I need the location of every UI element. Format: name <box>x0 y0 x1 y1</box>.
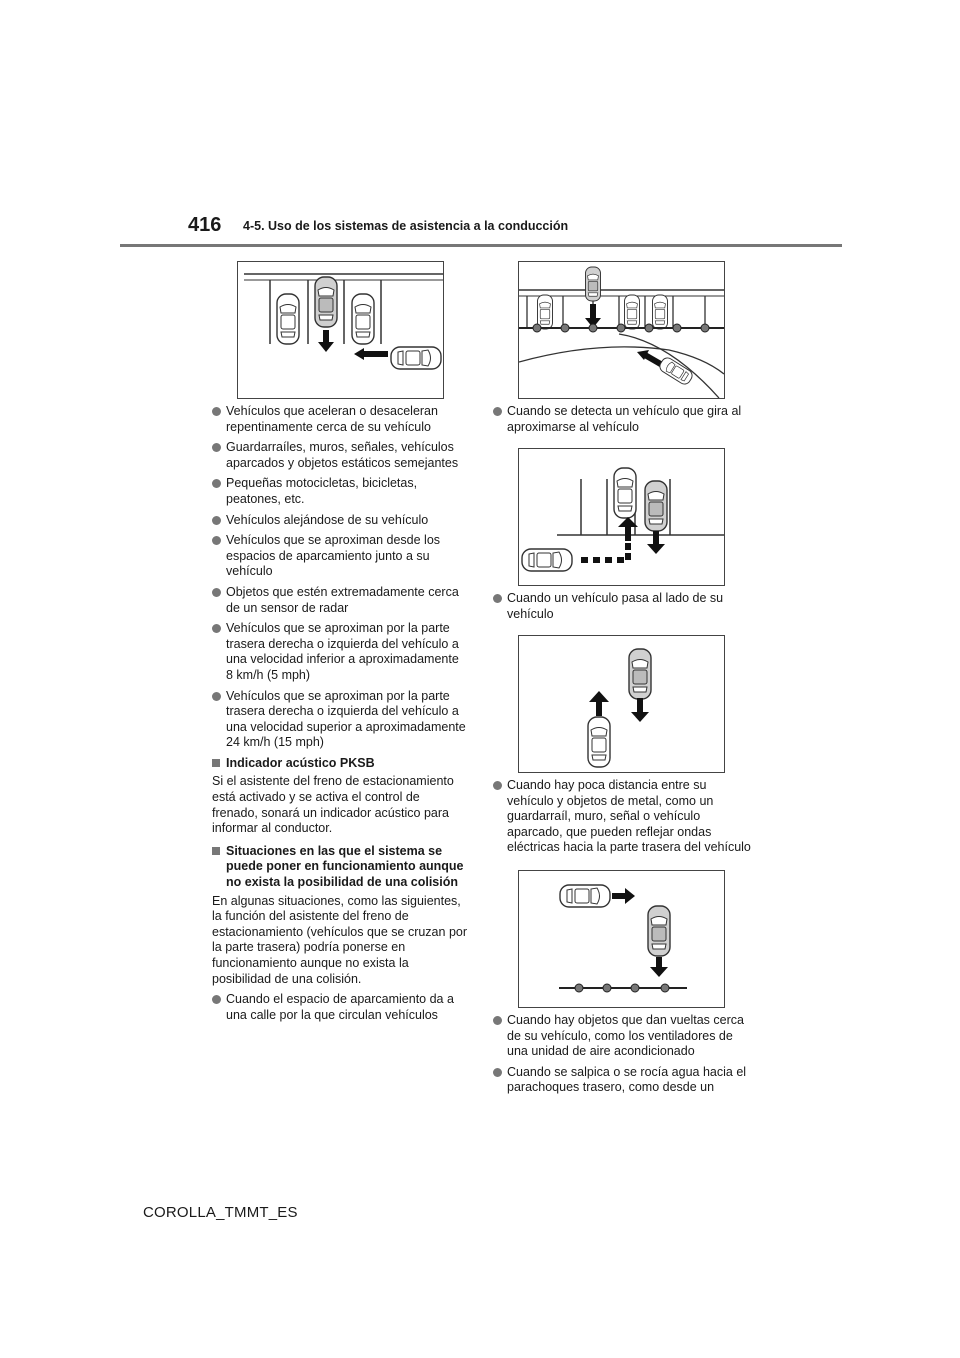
list-item-text: Vehículos alejándose de su vehículo <box>226 512 429 527</box>
figure-metal-objects <box>518 870 725 1008</box>
list-item-text: Vehículos que se aproximan por la parte trasera derecha o izquierda del vehículo a una velocidad inferior a aproximadamente 8 km/h (5 mph) <box>226 621 459 682</box>
list-item-text: Cuando un vehículo pasa al lado de su vehículo <box>507 591 724 621</box>
figure-passing-vehicle <box>518 635 725 773</box>
list-item-text: Vehículos que aceleran o desaceleran repentinamente cerca de su vehículo <box>226 404 438 434</box>
section-heading: Situaciones en las que el sistema se puede poner en funcionamiento aunque no exista la posibilidad de una colisión <box>212 844 467 891</box>
list-item-text: Guardarraíles, muros, señales, vehículos aparcados y objetos estáticos semejantes <box>226 440 459 470</box>
list-item <box>212 533 467 580</box>
list-item-text: Cuando hay poca distancia entre su vehículo y objetos de metal, como un guardarraíl, muro, señal o vehículo aparcado, que pueden reflejar ondas eléctricas hacia la parte trasera del vehículo <box>507 778 751 855</box>
list-item <box>493 1013 755 1060</box>
list-item-text: Pequeñas motocicletas, bicicletas, peatones, etc. <box>226 476 418 506</box>
figure-parking-lot <box>237 261 444 399</box>
list-item-text: Vehículos que se aproximan desde los espacios de aparcamiento junto a su vehículo <box>226 533 441 579</box>
section-title: 4-5. Uso de los sistemas de asistencia a la conducción <box>243 219 569 233</box>
list-item-text: Cuando hay objetos que dan vueltas cerca de su vehículo, como los ventiladores de una unidad de aire acondicionado <box>507 1013 744 1059</box>
section-body: Si el asistente del freno de estacionamiento está activado y se activa el control de frenado, sonará un indicador acústico para informar al conductor. <box>212 774 454 836</box>
list-item-text: Vehículos que se aproximan por la parte trasera derecha o izquierda del vehículo a una velocidad superior a aproximadamente 24 km/h (15 mph) <box>226 688 466 750</box>
list-item <box>493 1065 755 1096</box>
list-item <box>212 404 467 435</box>
list-item <box>493 778 755 856</box>
list-item-text: Cuando el espacio de aparcamiento da a una calle por la que circulan vehículos <box>226 992 454 1022</box>
list-item <box>212 992 467 1023</box>
list-item-text: Cuando se salpica o se rocía agua hacia el parachoques trasero, como desde un <box>507 1064 747 1095</box>
list-item <box>212 440 467 471</box>
section-body: En algunas situaciones, como las siguientes, la función del asistente del freno de estacionamiento (vehículos que se cruzan por la parte trasera) podría ponerse en funcionamiento aunque no exista la posibilidad de una colisión. <box>212 893 468 986</box>
list-item-text: Objetos que estén extremadamente cerca de un sensor de radar <box>226 584 459 615</box>
figure-turning-vehicle <box>518 261 725 399</box>
header-rule <box>120 244 842 247</box>
list-item <box>212 476 467 507</box>
page-number: 416 <box>188 214 222 236</box>
figure-parking-reverse <box>518 448 725 586</box>
footer-model-code: COROLLA_TMMT_ES <box>143 1204 298 1221</box>
list-item <box>212 585 467 616</box>
list-item <box>212 621 467 683</box>
list-item-text: Cuando se detecta un vehículo que gira al aproximarse al vehículo <box>507 404 742 434</box>
list-item <box>493 404 755 435</box>
list-item <box>493 591 755 622</box>
section-heading: Indicador acústico PKSB <box>212 756 467 772</box>
list-item <box>212 513 467 529</box>
list-item <box>212 689 467 751</box>
